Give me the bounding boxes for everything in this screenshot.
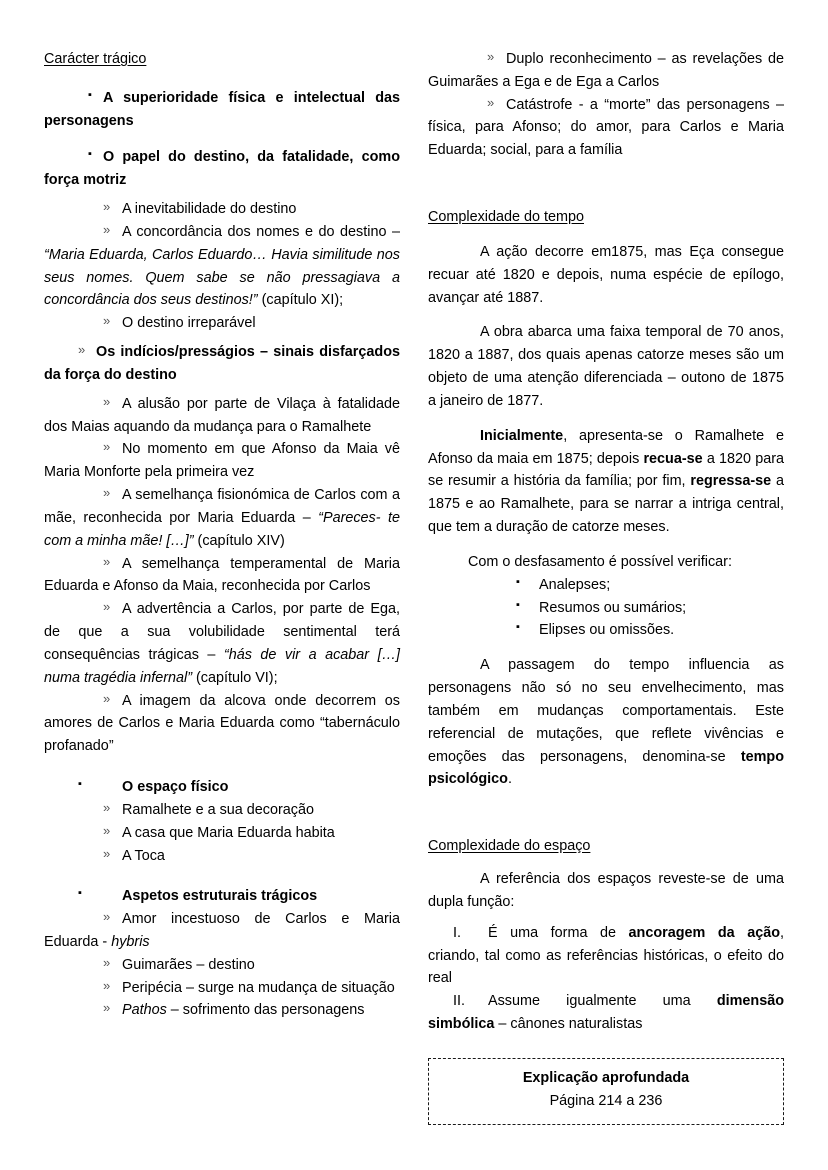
list-item-text: Pathos – sofrimento das personagens: [122, 1002, 365, 1019]
section-heading-caracter-tragico: Carácter trágico: [44, 51, 147, 67]
square-bullet-icon: ▪: [78, 887, 82, 900]
list-item-text: A Toca: [122, 847, 165, 864]
list-item: [428, 597, 784, 620]
paragraph: A passagem do tempo influencia as personagens não só no seu envelhecimento, mas também em mudanças comportamentais. Este referencial de mutações, que reflete vivências e emoções das personagens, denomina-se tempo psicológico.: [428, 657, 784, 788]
list-item-text: Duplo reconhecimento – as revelações de Guimarães a Ega e de Ega a Carlos: [428, 51, 784, 90]
list-item-text: Assume igualmente uma dimensão simbólica – cânones naturalistas: [428, 993, 784, 1032]
paragraph: A obra abarca uma faixa temporal de 70 anos, 1820 a 1887, dos quais apenas catorze meses são um objeto de uma atenção diferenciada – outono de 1875 a janeiro de 1877.: [428, 324, 784, 409]
list-item-text: Peripécia – surge na mudança de situação: [122, 979, 395, 996]
list-item: [44, 484, 400, 552]
list-item: [428, 94, 784, 162]
list-item-text: A casa que Maria Eduarda habita: [122, 824, 335, 841]
chevron-bullet-icon: »: [103, 313, 111, 329]
roman-numeral-marker: II.: [453, 993, 465, 1010]
list-item-text: A semelhança fisionómica de Carlos com a mãe, reconhecida por Maria Eduarda – “Pareces- te com a minha mãe! […]” (capítulo XIV): [44, 487, 400, 549]
list-item: [44, 393, 400, 439]
chevron-bullet-icon: »: [487, 94, 495, 110]
chevron-bullet-icon: »: [103, 221, 111, 237]
list-item-text: A alusão por parte de Vilaça à fatalidade dos Maias aquando da mudança para o Ramalhete: [44, 395, 400, 435]
list-item: [44, 845, 400, 868]
callout-title: Explicação aprofundada: [522, 1069, 690, 1086]
list-item-text: A semelhança temperamental de Maria Eduarda e Afonso da Maia, reconhecida por Carlos: [44, 555, 400, 595]
list-item: [44, 999, 400, 1022]
two-column-layout: [0, 48, 828, 1125]
chevron-bullet-icon: »: [103, 553, 111, 569]
list-item: [428, 922, 784, 990]
chevron-bullet-icon: »: [103, 909, 111, 925]
callout-subtitle: Página 214 a 236: [549, 1093, 663, 1110]
list-item: [44, 553, 400, 599]
chevron-bullet-icon: »: [103, 799, 111, 815]
chevron-bullet-icon: »: [103, 485, 111, 501]
paragraph: Inicialmente, apresenta-se o Ramalhete e Afonso da maia em 1875; depois recua-se a 1820 para se resumir a história da família; por fim, regressa-se a 1875 e ao Ramalhete, para se narrar a intriga central, que tem a duração de catorze meses.: [428, 427, 784, 536]
list-item: [44, 908, 400, 954]
list-item: [44, 198, 400, 221]
left-column: [44, 48, 400, 1022]
list-item: [428, 48, 784, 94]
roman-numeral-marker: I.: [453, 924, 461, 941]
square-bullet-icon: ▪: [516, 598, 520, 611]
list-item: [44, 87, 400, 133]
square-bullet-icon: ▪: [88, 148, 92, 161]
list-item: [44, 341, 400, 387]
list-item-text: No momento em que Afonso da Maia vê Maria Monforte pela primeira vez: [44, 441, 400, 481]
list-item: [44, 799, 400, 822]
square-bullet-icon: ▪: [78, 778, 82, 791]
list-item-text: A advertência a Carlos, por parte de Ega, de que a sua volubilidade sentimental terá consequências trágicas – “hás de vir a acabar […] numa tragédia infernal” (capítulo VI);: [44, 601, 400, 686]
list-item: [44, 146, 400, 192]
chevron-bullet-icon: »: [103, 977, 111, 993]
chevron-bullet-icon: »: [78, 342, 86, 358]
chevron-bullet-icon: »: [103, 393, 111, 409]
list-item-text: Elipses ou omissões.: [539, 622, 675, 639]
list-item: [44, 312, 400, 335]
section-heading-complexidade-espaco: Complexidade do espaço: [428, 838, 591, 855]
list-item: [44, 438, 400, 484]
list-item-text: A concordância dos nomes e do destino – “Maria Eduarda, Carlos Eduardo… Havia similitude nos seus nomes. Quem sabe se não pressagiava a concordância dos seus destinos!” (capítulo XI);: [44, 223, 400, 309]
list-item-text: Resumos ou sumários;: [539, 599, 687, 616]
chevron-bullet-icon: »: [103, 439, 111, 455]
chevron-bullet-icon: »: [103, 822, 111, 838]
list-item-text: Guimarães – destino: [122, 956, 255, 973]
list-item-text: Aspetos estruturais trágicos: [122, 888, 318, 905]
list-item-text: A imagem da alcova onde decorrem os amores de Carlos e Maria Eduarda como “tabernáculo profanado”: [44, 692, 400, 755]
list-item-text: Os indícios/presságios – sinais disfarçados da força do destino: [44, 344, 400, 383]
list-item-text: Amor incestuoso de Carlos e Maria Eduarda - hybris: [44, 911, 400, 950]
chevron-bullet-icon: »: [103, 845, 111, 861]
list-item-text: O papel do destino, da fatalidade, como força motriz: [44, 149, 400, 189]
espaco-lead: A referência dos espaços reveste-se de uma dupla função:: [428, 871, 784, 910]
list-item: [428, 619, 784, 642]
paragraph: A ação decorre em1875, mas Eça consegue recuar até 1820 e depois, numa espécie de epílogo, avançar até 1887.: [428, 243, 784, 306]
section-heading-complexidade-tempo: Complexidade do tempo: [428, 209, 584, 226]
list-item-text: O espaço físico: [122, 779, 229, 796]
square-bullet-icon: ▪: [516, 575, 520, 588]
list-item: [44, 885, 400, 908]
list-item: [44, 954, 400, 977]
list-item: [428, 574, 784, 597]
list-item-text: Analepses;: [539, 576, 611, 593]
list-item: [44, 822, 400, 845]
chevron-bullet-icon: »: [103, 690, 111, 706]
chevron-bullet-icon: »: [103, 199, 111, 215]
list-item-text: É uma forma de ancoragem da ação, criando, tal como as referências históricas, o efeito do real: [428, 924, 784, 987]
list-item-text: Catástrofe - a “morte” das personagens – física, para Afonso; do amor, para Carlos e Maria Eduarda; social, para a família: [428, 96, 784, 159]
callout-box-explicacao: [428, 1058, 784, 1125]
list-item: [44, 221, 400, 312]
list-item: [44, 977, 400, 1000]
list-item: [44, 598, 400, 689]
desfasamento-lead: Com o desfasamento é possível verificar:: [468, 553, 732, 570]
list-item-text: A inevitabilidade do destino: [122, 201, 297, 218]
list-item-text: A superioridade física e intelectual das personagens: [44, 89, 400, 129]
list-item: [428, 990, 784, 1036]
square-bullet-icon: ▪: [516, 621, 520, 634]
right-column: [428, 48, 784, 1125]
chevron-bullet-icon: »: [103, 1000, 111, 1016]
list-item: [44, 776, 400, 799]
square-bullet-icon: ▪: [88, 88, 92, 101]
list-item-text: Ramalhete e a sua decoração: [122, 801, 314, 818]
list-item: [44, 690, 400, 758]
list-item-text: O destino irreparável: [122, 315, 256, 332]
chevron-bullet-icon: »: [103, 599, 111, 615]
chevron-bullet-icon: »: [487, 49, 495, 64]
chevron-bullet-icon: »: [103, 954, 111, 970]
